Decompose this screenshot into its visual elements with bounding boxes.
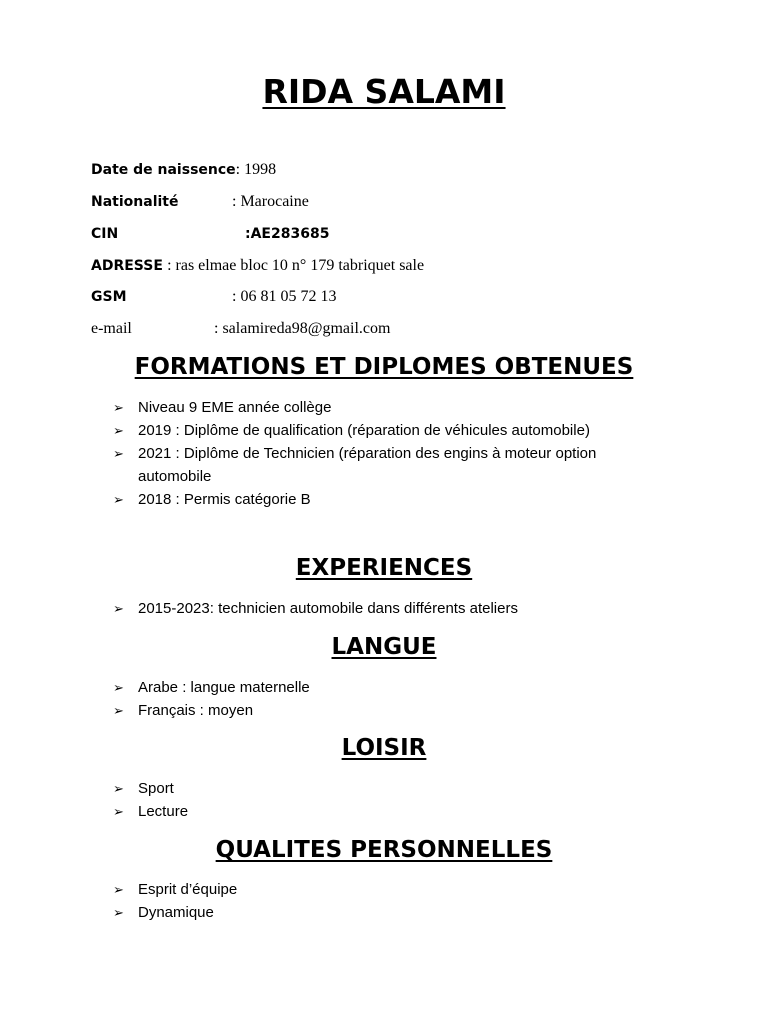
arrow-bullet-icon: ➢ [113, 882, 124, 897]
email-value: : salamireda98@gmail.com [214, 320, 391, 337]
list-item: ➢ Niveau 9 EME année collège [110, 396, 670, 419]
langue-title-text: LANGUE [331, 634, 437, 660]
list-item: ➢ Sport [110, 777, 670, 800]
section-title-qualites [0, 835, 768, 865]
cv-name-title [0, 70, 768, 114]
email-label: e-mail [91, 320, 132, 337]
arrow-bullet-icon: ➢ [113, 804, 124, 819]
list-item: ➢ Dynamique [110, 901, 670, 924]
section-title-loisir [0, 733, 768, 763]
info-row-address [91, 255, 424, 277]
qualites-list [110, 878, 670, 924]
loisir-title-text: LOISIR [341, 735, 427, 761]
section-title-langue [0, 632, 768, 662]
info-row-cin [91, 223, 491, 245]
info-row-email [91, 318, 491, 340]
list-item: ➢ 2019 : Diplôme de qualification (réparation de véhicules automobile) [110, 419, 670, 442]
list-item: ➢ Arabe : langue maternelle [110, 676, 670, 699]
info-row-nationality [91, 191, 491, 213]
gsm-label: GSM [91, 289, 127, 305]
address-label: ADRESSE [91, 258, 163, 274]
section-title-formations [0, 352, 768, 382]
formations-title-text: FORMATIONS ET DIPLOMES OBTENUES [134, 354, 634, 380]
nationality-label: Nationalité [91, 194, 179, 210]
langue-list [110, 676, 670, 722]
address-value: : ras elmae bloc 10 n° 179 tabriquet sale [167, 257, 425, 274]
birth-label: Date de naissence [91, 162, 236, 178]
list-item: ➢ Français : moyen [110, 699, 670, 722]
experiences-list [110, 597, 670, 620]
nationality-value: : Marocaine [232, 193, 309, 210]
section-title-experiences [0, 553, 768, 583]
gsm-value: : 06 81 05 72 13 [232, 288, 337, 305]
arrow-bullet-icon: ➢ [113, 703, 124, 718]
arrow-bullet-icon: ➢ [113, 680, 124, 695]
qualites-title-text: QUALITES PERSONNELLES [215, 837, 553, 863]
cin-value: :AE283685 [245, 226, 330, 242]
arrow-bullet-icon: ➢ [113, 423, 124, 438]
list-item: ➢ 2018 : Permis catégorie B [110, 488, 670, 511]
list-item: ➢ 2015-2023: technicien automobile dans différents ateliers [110, 597, 670, 620]
info-row-gsm [91, 286, 491, 308]
arrow-bullet-icon: ➢ [113, 905, 124, 920]
info-row-birth [91, 159, 276, 181]
arrow-bullet-icon: ➢ [113, 446, 124, 461]
loisir-list [110, 777, 670, 823]
arrow-bullet-icon: ➢ [113, 492, 124, 507]
birth-value: : 1998 [235, 161, 277, 178]
cv-name-text: RIDA SALAMI [262, 72, 506, 111]
list-item: ➢ Lecture [110, 800, 670, 823]
arrow-bullet-icon: ➢ [113, 400, 124, 415]
arrow-bullet-icon: ➢ [113, 601, 124, 616]
list-item: ➢ 2021 : Diplôme de Technicien (réparation des engins à moteur option automobile [110, 442, 670, 488]
arrow-bullet-icon: ➢ [113, 781, 124, 796]
experiences-title-text: EXPERIENCES [295, 555, 473, 581]
formations-list [110, 396, 670, 511]
list-item: ➢ Esprit d’équipe [110, 878, 670, 901]
cin-label: CIN [91, 226, 119, 242]
